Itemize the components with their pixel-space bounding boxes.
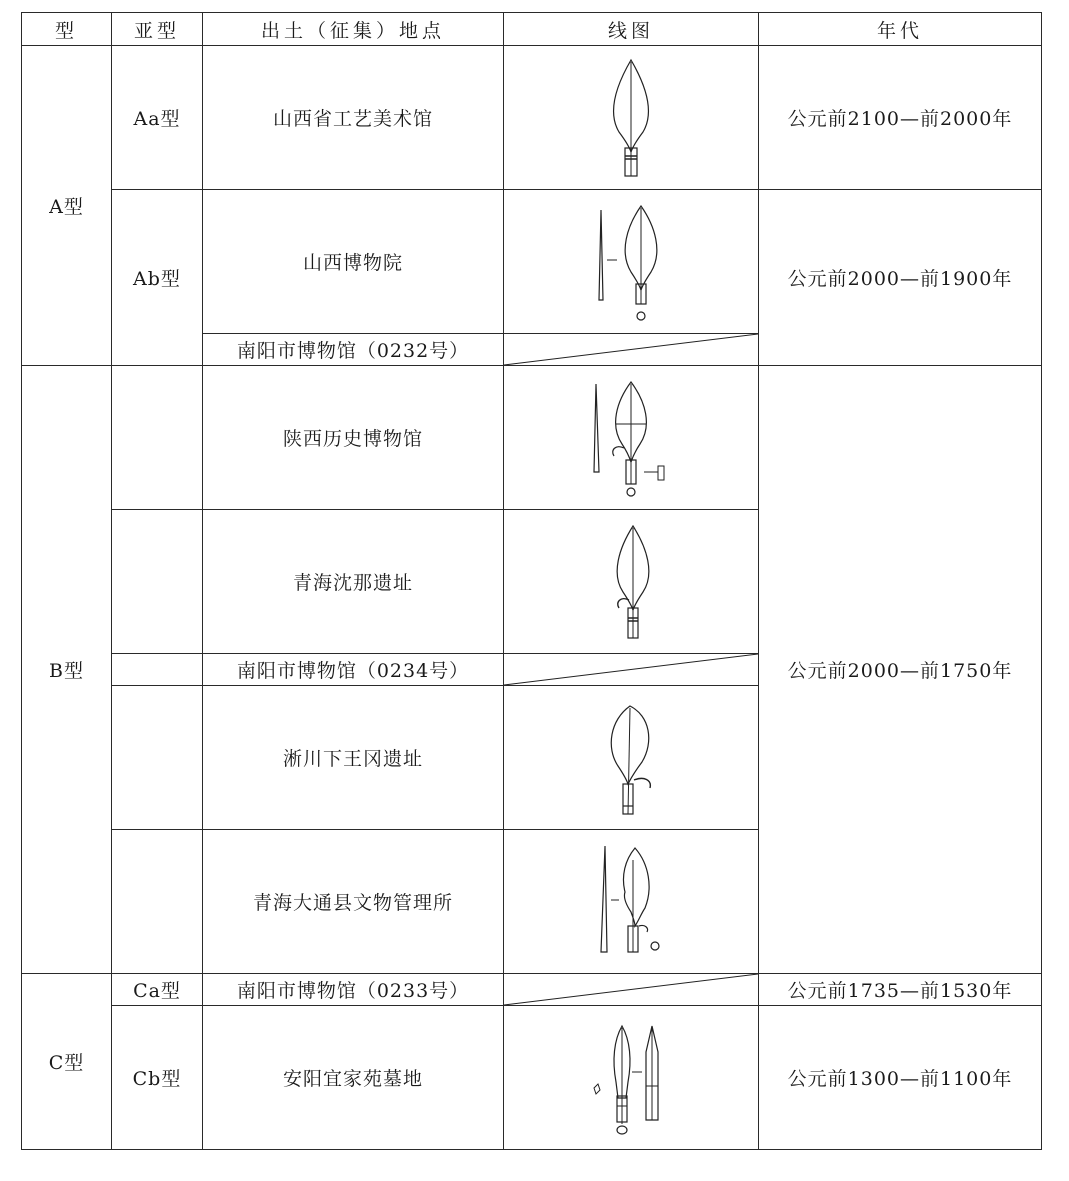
header-drawing: 线图 [504, 13, 759, 46]
drawing-cell [504, 46, 759, 190]
drawing-cell [504, 830, 759, 974]
subtype-cell: Cb型 [112, 1006, 203, 1150]
drawing-cell-empty [504, 334, 759, 366]
location-cell: 山西省工艺美术馆 [203, 46, 504, 190]
spearhead-with-side-view-icon [591, 840, 671, 964]
date-cell: 公元前2100—前2000年 [759, 46, 1042, 190]
drawing-cell-empty [504, 654, 759, 686]
narrow-spearhead-with-side-view-icon [586, 1016, 676, 1140]
header-type: 型 [22, 13, 112, 46]
table-row [22, 190, 1042, 334]
location-cell: 南阳市博物馆（0234号） [203, 654, 504, 686]
location-cell: 南阳市博物馆（0233号） [203, 974, 504, 1006]
location-cell: 山西博物院 [203, 190, 504, 334]
drawing-cell [504, 366, 759, 510]
table-row [22, 46, 1042, 190]
location-cell: 陕西历史博物馆 [203, 366, 504, 510]
header-location: 出土（征集）地点 [203, 13, 504, 46]
hooked-spearhead-with-side-view-icon [586, 376, 676, 500]
table-row [22, 366, 1042, 510]
subtype-cell [112, 654, 203, 686]
location-cell: 安阳宜家苑墓地 [203, 1006, 504, 1150]
location-cell: 淅川下王冈遗址 [203, 686, 504, 830]
type-cell: B型 [22, 366, 112, 974]
location-cell: 青海沈那遗址 [203, 510, 504, 654]
subtype-cell [112, 510, 203, 654]
header-date: 年代 [759, 13, 1042, 46]
drawing-cell-empty [504, 974, 759, 1006]
date-cell: 公元前1300—前1100年 [759, 1006, 1042, 1150]
drawing-cell [504, 510, 759, 654]
header-subtype: 亚型 [112, 13, 203, 46]
table-row [22, 1006, 1042, 1150]
spearhead-with-side-view-icon [591, 200, 671, 324]
drawing-cell [504, 1006, 759, 1150]
diagonal-line [504, 654, 758, 685]
subtype-cell: Aa型 [112, 46, 203, 190]
table-row [22, 974, 1042, 1006]
location-cell: 青海大通县文物管理所 [203, 830, 504, 974]
drawing-cell [504, 190, 759, 334]
header-row [22, 13, 1042, 46]
date-cell: 公元前2000—前1750年 [759, 366, 1042, 974]
hooked-spearhead-icon [601, 520, 661, 644]
date-cell: 公元前1735—前1530年 [759, 974, 1042, 1006]
location-cell: 南阳市博物馆（0232号） [203, 334, 504, 366]
subtype-cell [112, 686, 203, 830]
date-cell: 公元前2000—前1900年 [759, 190, 1042, 366]
spearhead-icon [601, 56, 661, 180]
subtype-cell: Ca型 [112, 974, 203, 1006]
subtype-cell: Ab型 [112, 190, 203, 366]
type-cell: A型 [22, 46, 112, 366]
typology-table [21, 12, 1042, 1150]
subtype-cell [112, 830, 203, 974]
diagonal-line [504, 974, 758, 1005]
drawing-cell [504, 686, 759, 830]
diagonal-line [504, 334, 758, 365]
type-cell: C型 [22, 974, 112, 1150]
subtype-cell [112, 366, 203, 510]
hooked-spearhead-icon [596, 696, 666, 820]
